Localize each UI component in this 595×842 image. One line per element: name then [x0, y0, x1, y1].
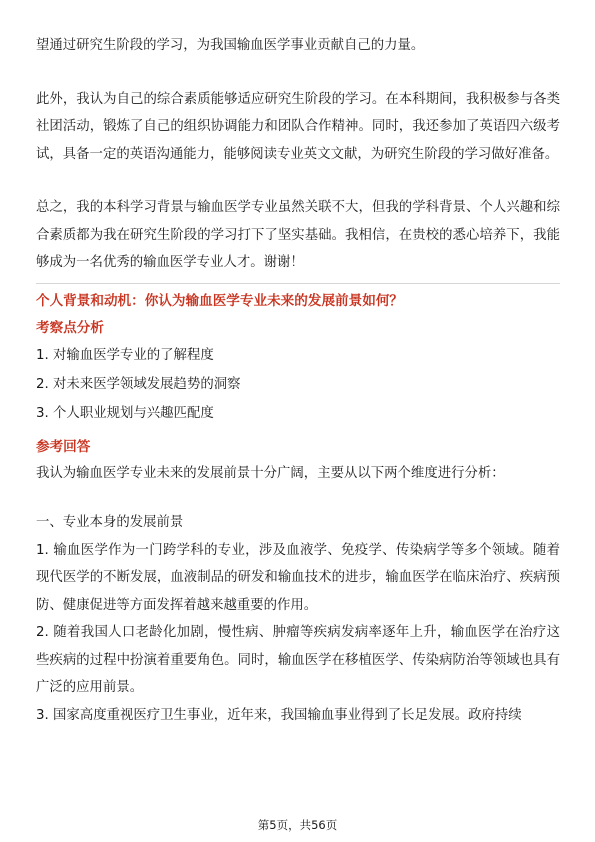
- intro-paragraph-1: 望通过研究生阶段的学习，为我国输血医学事业贡献自己的力量。: [36, 38, 425, 53]
- page-content: [36, 32, 560, 729]
- answer-opening: 我认为输血医学专业未来的发展前景十分广阔，主要从以下两个维度进行分析：: [36, 465, 505, 481]
- intro-paragraph-2: 此外，我认为自己的综合素质能够适应研究生阶段的学习。在本科期间，我积极参与各类社团活动，锻炼了自己的组织协调能力和团队合作精神。同时，我还参加了英语四六级考试，具备一定的英语沟通能力，能够阅读专业英文文献，为研究生阶段的学习做好准备。: [36, 91, 560, 162]
- answer-heading: 参考回答: [36, 438, 91, 455]
- answer-point-2: 2. 随着我国人口老龄化加剧，慢性病、肿瘤等疾病发病率逐年上升，输血医学在治疗这些疾病的过程中扮演着重要角色。同时，输血医学在移植医学、传染病防治等领域也具有广泛的应用前景。: [36, 625, 560, 695]
- intro-paragraph-3: 总之，我的本科学习背景与输血医学专业虽然关联不大，但我的学科背景、个人兴趣和综合素质都为我在研究生阶段的学习打下了坚实基础。我相信，在贵校的悉心培养下，我能够成为一名优秀的输血医学专业人才。谢谢！: [36, 200, 560, 270]
- question-heading: 个人背景和动机：你认为输血医学专业未来的发展前景如何？: [36, 292, 404, 309]
- analysis-item-2: 2. 对未来医学领域发展趋势的洞察: [36, 376, 241, 392]
- answer-point-1: 1. 输血医学作为一门跨学科的专业，涉及血液学、免疫学、传染病学等多个领域。随着现代医学的不断发展，血液制品的研发和输血技术的进步，输血医学在临床治疗、疾病预防、健康促进等方面发挥着越来越重要的作用。: [36, 542, 560, 613]
- analysis-heading: 考察点分析: [36, 319, 104, 336]
- analysis-item-1: 1. 对输血医学专业的了解程度: [36, 347, 214, 363]
- answer-point-3: 3. 国家高度重视医疗卫生事业，近年来，我国输血事业得到了长足发展。政府持续: [36, 707, 522, 723]
- analysis-item-3: 3. 个人职业规划与兴趣匹配度: [36, 405, 214, 421]
- section-divider: [36, 283, 560, 284]
- answer-subheading: 一、专业本身的发展前景: [36, 515, 184, 530]
- page-footer: 第5页，共56页: [257, 818, 338, 832]
